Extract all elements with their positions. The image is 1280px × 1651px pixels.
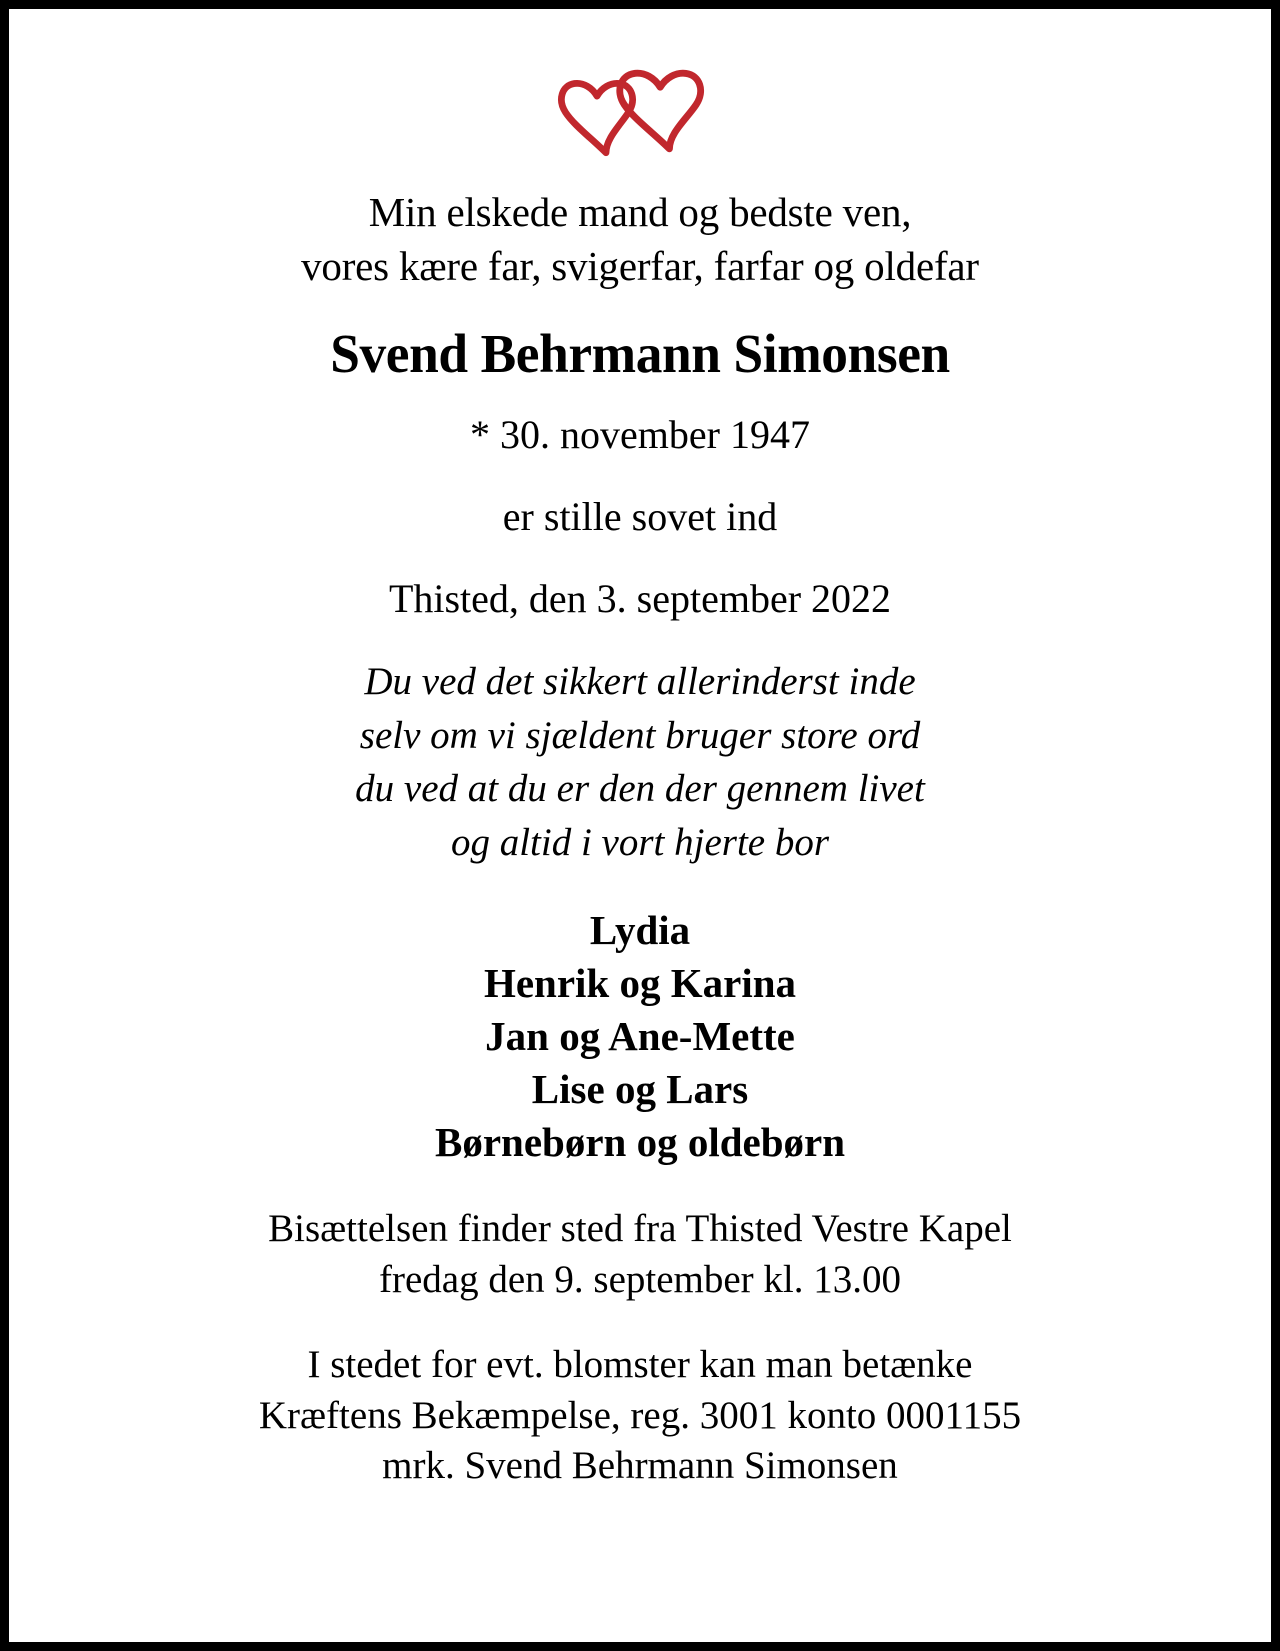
survivor-line-2: Henrik og Karina xyxy=(483,959,797,1006)
memorial-verse xyxy=(109,655,1171,870)
birth-date: * 30. november 1947 xyxy=(470,411,810,457)
place-and-date-of-death: Thisted, den 3. september 2022 xyxy=(388,575,892,621)
deceased-name: Svend Behrmann Simonsen xyxy=(330,323,950,385)
verse-line-1: Du ved det sikkert allerinderst inde xyxy=(364,659,916,703)
survivor-line-1: Lydia xyxy=(589,907,691,954)
survivors-list xyxy=(109,904,1171,1168)
two-hearts-icon xyxy=(109,55,1171,159)
survivor-line-4: Lise og Lars xyxy=(531,1065,749,1112)
survivor-line-3: Jan og Ane-Mette xyxy=(485,1012,795,1059)
passing-text: er stille sovet ind xyxy=(502,493,778,539)
ceremony-line-1: Bisættelsen finder sted fra Thisted Vestre Kapel xyxy=(268,1207,1012,1251)
lead-line-2: vores kære far, svigerfar, farfar og oldefar xyxy=(301,243,979,290)
verse-line-2: selv om vi sjældent bruger store ord xyxy=(359,713,921,757)
lead-line-1: Min elskede mand og bedste ven, xyxy=(368,189,912,235)
donation-line-1: I stedet for evt. blomster kan man betænke xyxy=(307,1342,973,1386)
verse-line-3: du ved at du er den der gennem livet xyxy=(355,767,925,811)
donation-line-3: mrk. Svend Behrmann Simonsen xyxy=(382,1444,898,1488)
verse-line-4: og altid i vort hjerte bor xyxy=(450,821,830,865)
survivor-line-5: Børnebørn og oldebørn xyxy=(434,1118,846,1165)
donation-line-2: Kræftens Bekæmpelse, reg. 3001 konto 0001155 xyxy=(258,1393,1022,1437)
notice-content xyxy=(9,9,1271,1642)
lead-text xyxy=(109,185,1171,293)
ceremony-details xyxy=(109,1204,1171,1305)
donation-request xyxy=(109,1340,1171,1492)
ceremony-line-2: fredag den 9. september kl. 13.00 xyxy=(378,1258,901,1302)
